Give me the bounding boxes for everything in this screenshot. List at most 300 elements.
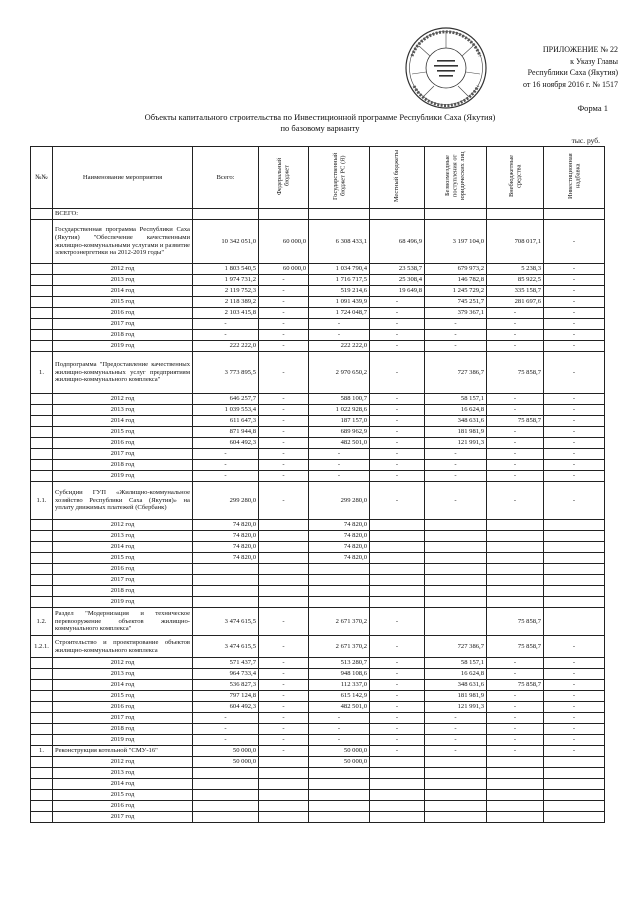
cell-local: - xyxy=(370,471,425,482)
cell-federal: - xyxy=(259,713,309,724)
cell-invest xyxy=(544,209,605,220)
table-row xyxy=(31,790,605,801)
table-row xyxy=(31,669,605,680)
cell-total: - xyxy=(193,724,259,735)
cell-federal xyxy=(259,812,309,823)
cell-invest xyxy=(544,531,605,542)
cell-state xyxy=(309,586,370,597)
cell-code xyxy=(31,553,53,564)
cell-year: 2013 год xyxy=(53,669,193,680)
cell-federal: - xyxy=(259,438,309,449)
cell-invest xyxy=(544,597,605,608)
table-row xyxy=(31,352,605,394)
cell-total: 571 437,7 xyxy=(193,658,259,669)
cell-year: 2017 год xyxy=(53,812,193,823)
cell-total: 604 492,3 xyxy=(193,702,259,713)
cell-code xyxy=(31,264,53,275)
cell-state xyxy=(309,768,370,779)
official-seal-stamp xyxy=(404,26,488,110)
cell-local: - xyxy=(370,482,425,520)
col-extra-header: Внебюджетные средства xyxy=(487,147,544,209)
cell-local: - xyxy=(370,746,425,757)
cell-state xyxy=(309,779,370,790)
cell-state: 6 308 433,1 xyxy=(309,220,370,264)
cell-extra: 5 238,3 xyxy=(487,264,544,275)
cell-state: 74 820,0 xyxy=(309,553,370,564)
cell-year: 2016 год xyxy=(53,438,193,449)
cell-code xyxy=(31,724,53,735)
cell-extra: 281 697,6 xyxy=(487,297,544,308)
table-row xyxy=(31,801,605,812)
cell-year: 2018 год xyxy=(53,586,193,597)
cell-code: 1.2.1. xyxy=(31,636,53,658)
cell-extra xyxy=(487,801,544,812)
cell-code xyxy=(31,597,53,608)
cell-total: 3 474 615,5 xyxy=(193,636,259,658)
cell-state: - xyxy=(309,460,370,471)
cell-state: - xyxy=(309,471,370,482)
cell-invest: - xyxy=(544,416,605,427)
cell-extra: 85 922,5 xyxy=(487,275,544,286)
cell-federal: - xyxy=(259,471,309,482)
cell-extra: - xyxy=(487,702,544,713)
appendix-decree: к Указу Главы xyxy=(570,56,618,66)
cell-state: - xyxy=(309,735,370,746)
cell-invest: - xyxy=(544,735,605,746)
cell-year: 2018 год xyxy=(53,724,193,735)
cell-code xyxy=(31,669,53,680)
cell-federal: - xyxy=(259,297,309,308)
cell-total xyxy=(193,768,259,779)
cell-legal: - xyxy=(425,713,487,724)
cell-local xyxy=(370,209,425,220)
cell-invest xyxy=(544,768,605,779)
cell-legal: - xyxy=(425,460,487,471)
table-row xyxy=(31,779,605,790)
cell-total xyxy=(193,597,259,608)
cell-local: - xyxy=(370,449,425,460)
cell-state: 689 962,9 xyxy=(309,427,370,438)
cell-extra xyxy=(487,586,544,597)
cell-federal: 60 000,0 xyxy=(259,220,309,264)
cell-invest: - xyxy=(544,702,605,713)
cell-invest: - xyxy=(544,352,605,394)
cell-year: 2013 год xyxy=(53,405,193,416)
cell-extra xyxy=(487,531,544,542)
table-row xyxy=(31,564,605,575)
table-row xyxy=(31,757,605,768)
table-row xyxy=(31,209,605,220)
cell-extra: 708 017,1 xyxy=(487,220,544,264)
cell-invest: - xyxy=(544,297,605,308)
cell-local: 19 649,8 xyxy=(370,286,425,297)
cell-local xyxy=(370,779,425,790)
cell-federal xyxy=(259,768,309,779)
cell-federal xyxy=(259,520,309,531)
table-row xyxy=(31,460,605,471)
cell-local: 25 308,4 xyxy=(370,275,425,286)
col-num-header: №№ xyxy=(31,147,53,209)
cell-code: 1.2. xyxy=(31,608,53,636)
cell-total: - xyxy=(193,471,259,482)
cell-total: 2 118 389,2 xyxy=(193,297,259,308)
table-row xyxy=(31,746,605,757)
investment-table xyxy=(30,146,605,823)
cell-extra: 75 858,7 xyxy=(487,416,544,427)
cell-year: 2015 год xyxy=(53,691,193,702)
cell-state: - xyxy=(309,724,370,735)
cell-extra: 75 858,7 xyxy=(487,608,544,636)
cell-local: - xyxy=(370,691,425,702)
cell-code xyxy=(31,220,53,264)
cell-year: 2016 год xyxy=(53,702,193,713)
cell-invest: - xyxy=(544,275,605,286)
cell-state: 299 280,0 xyxy=(309,482,370,520)
cell-local: - xyxy=(370,608,425,636)
cell-total xyxy=(193,812,259,823)
cell-state: - xyxy=(309,449,370,460)
cell-legal: - xyxy=(425,449,487,460)
cell-federal xyxy=(259,553,309,564)
table-row xyxy=(31,658,605,669)
cell-local: - xyxy=(370,330,425,341)
cell-state: 1 034 790,4 xyxy=(309,264,370,275)
table-row xyxy=(31,702,605,713)
cell-total xyxy=(193,564,259,575)
cell-state: 50 000,0 xyxy=(309,757,370,768)
cell-total: 74 820,0 xyxy=(193,553,259,564)
cell-state: 74 820,0 xyxy=(309,531,370,542)
table-row xyxy=(31,713,605,724)
cell-code xyxy=(31,768,53,779)
cell-federal xyxy=(259,790,309,801)
cell-year: 2016 год xyxy=(53,308,193,319)
cell-state: 2 671 370,2 xyxy=(309,608,370,636)
cell-state: 948 108,6 xyxy=(309,669,370,680)
table-row xyxy=(31,724,605,735)
cell-invest: - xyxy=(544,330,605,341)
cell-total xyxy=(193,586,259,597)
cell-extra xyxy=(487,779,544,790)
cell-year: 2014 год xyxy=(53,286,193,297)
cell-legal: 1 245 729,2 xyxy=(425,286,487,297)
cell-local: - xyxy=(370,735,425,746)
cell-invest: - xyxy=(544,264,605,275)
units-label: тыс. руб. xyxy=(571,136,600,145)
cell-year: 2014 год xyxy=(53,542,193,553)
cell-invest xyxy=(544,542,605,553)
cell-legal: 679 973,2 xyxy=(425,264,487,275)
cell-code: 1. xyxy=(31,352,53,394)
cell-local: 68 496,9 xyxy=(370,220,425,264)
cell-legal: 58 157,1 xyxy=(425,658,487,669)
cell-local: - xyxy=(370,308,425,319)
cell-federal: - xyxy=(259,482,309,520)
cell-extra xyxy=(487,209,544,220)
cell-code xyxy=(31,297,53,308)
cell-total xyxy=(193,209,259,220)
cell-invest xyxy=(544,779,605,790)
table-row xyxy=(31,286,605,297)
cell-legal: 745 251,7 xyxy=(425,297,487,308)
cell-invest xyxy=(544,790,605,801)
cell-extra xyxy=(487,575,544,586)
table-row xyxy=(31,542,605,553)
cell-code xyxy=(31,209,53,220)
cell-federal: - xyxy=(259,658,309,669)
cell-federal: - xyxy=(259,308,309,319)
cell-state xyxy=(309,812,370,823)
cell-total: 74 820,0 xyxy=(193,542,259,553)
cell-state xyxy=(309,575,370,586)
cell-invest: - xyxy=(544,460,605,471)
cell-invest: - xyxy=(544,658,605,669)
cell-total: 10 342 051,0 xyxy=(193,220,259,264)
cell-total: 1 039 553,4 xyxy=(193,405,259,416)
cell-total xyxy=(193,779,259,790)
cell-invest: - xyxy=(544,482,605,520)
cell-total: 74 820,0 xyxy=(193,531,259,542)
cell-federal xyxy=(259,575,309,586)
cell-state: 2 671 370,2 xyxy=(309,636,370,658)
cell-extra xyxy=(487,553,544,564)
cell-code xyxy=(31,790,53,801)
cell-total: - xyxy=(193,449,259,460)
cell-total: 797 124,8 xyxy=(193,691,259,702)
cell-invest: - xyxy=(544,405,605,416)
cell-invest: - xyxy=(544,680,605,691)
cell-extra xyxy=(487,757,544,768)
table-row xyxy=(31,680,605,691)
cell-extra: 75 858,7 xyxy=(487,352,544,394)
cell-state: 1 022 928,6 xyxy=(309,405,370,416)
table-row xyxy=(31,735,605,746)
cell-invest xyxy=(544,575,605,586)
cell-state: 513 280,7 xyxy=(309,658,370,669)
cell-local xyxy=(370,531,425,542)
cell-extra: - xyxy=(487,658,544,669)
table-row xyxy=(31,520,605,531)
col-state-header: Государственный бюджет РС (Я) xyxy=(309,147,370,209)
table-row xyxy=(31,608,605,636)
cell-total: 604 492,3 xyxy=(193,438,259,449)
cell-extra: - xyxy=(487,746,544,757)
cell-total: 3 474 615,5 xyxy=(193,608,259,636)
cell-local xyxy=(370,812,425,823)
cell-state: - xyxy=(309,330,370,341)
table-row xyxy=(31,330,605,341)
cell-total: - xyxy=(193,319,259,330)
cell-legal: 727 386,7 xyxy=(425,636,487,658)
cell-code xyxy=(31,308,53,319)
cell-federal xyxy=(259,209,309,220)
cell-code xyxy=(31,757,53,768)
cell-code xyxy=(31,449,53,460)
cell-extra xyxy=(487,597,544,608)
table-row xyxy=(31,597,605,608)
cell-local: - xyxy=(370,460,425,471)
cell-federal: - xyxy=(259,691,309,702)
cell-legal: 181 981,9 xyxy=(425,691,487,702)
cell-extra: 75 858,7 xyxy=(487,636,544,658)
cell-year: 2012 год xyxy=(53,520,193,531)
cell-year: 2014 год xyxy=(53,680,193,691)
cell-year: 2017 год xyxy=(53,449,193,460)
cell-invest: - xyxy=(544,319,605,330)
cell-code xyxy=(31,531,53,542)
cell-legal: 348 631,6 xyxy=(425,680,487,691)
cell-local: - xyxy=(370,319,425,330)
cell-state xyxy=(309,597,370,608)
table-body xyxy=(31,209,605,823)
cell-state: 74 820,0 xyxy=(309,542,370,553)
cell-year: 2015 год xyxy=(53,297,193,308)
cell-extra: - xyxy=(487,713,544,724)
cell-state: 74 820,0 xyxy=(309,520,370,531)
cell-federal: - xyxy=(259,669,309,680)
table-row xyxy=(31,482,605,520)
cell-extra: - xyxy=(487,308,544,319)
appendix-republic: Республики Саха (Якутия) xyxy=(527,68,618,77)
table-row xyxy=(31,308,605,319)
cell-federal: - xyxy=(259,636,309,658)
cell-legal: - xyxy=(425,724,487,735)
cell-extra: - xyxy=(487,319,544,330)
cell-year: 2019 год xyxy=(53,597,193,608)
cell-code xyxy=(31,735,53,746)
cell-legal: 121 991,3 xyxy=(425,702,487,713)
cell-local xyxy=(370,757,425,768)
cell-invest xyxy=(544,553,605,564)
cell-federal xyxy=(259,779,309,790)
cell-total: 50 000,0 xyxy=(193,746,259,757)
cell-federal xyxy=(259,531,309,542)
cell-year: 2019 год xyxy=(53,471,193,482)
appendix-header xyxy=(478,44,618,90)
cell-code xyxy=(31,394,53,405)
cell-year: 2017 год xyxy=(53,319,193,330)
cell-code xyxy=(31,405,53,416)
cell-total xyxy=(193,801,259,812)
cell-extra: - xyxy=(487,394,544,405)
cell-state: 1 091 439,9 xyxy=(309,297,370,308)
cell-legal xyxy=(425,790,487,801)
cell-local: - xyxy=(370,341,425,352)
cell-local xyxy=(370,597,425,608)
col-federal-header: Федеральный бюджет xyxy=(259,147,309,209)
cell-local: - xyxy=(370,702,425,713)
cell-state: 482 501,0 xyxy=(309,438,370,449)
cell-legal: 16 624,8 xyxy=(425,405,487,416)
cell-invest: - xyxy=(544,308,605,319)
col-total-header: Всего: xyxy=(193,147,259,209)
form-label: Форма 1 xyxy=(577,103,608,113)
cell-total: - xyxy=(193,460,259,471)
cell-legal xyxy=(425,812,487,823)
cell-year: 2013 год xyxy=(53,531,193,542)
cell-invest: - xyxy=(544,220,605,264)
cell-legal xyxy=(425,608,487,636)
cell-federal: - xyxy=(259,449,309,460)
cell-extra: - xyxy=(487,691,544,702)
cell-legal: - xyxy=(425,341,487,352)
cell-total: 871 944,8 xyxy=(193,427,259,438)
cell-code xyxy=(31,427,53,438)
cell-total xyxy=(193,790,259,801)
cell-invest xyxy=(544,608,605,636)
cell-federal xyxy=(259,597,309,608)
cell-year: 2013 год xyxy=(53,768,193,779)
cell-year: 2017 год xyxy=(53,713,193,724)
table-row xyxy=(31,768,605,779)
cell-federal xyxy=(259,757,309,768)
cell-federal: - xyxy=(259,275,309,286)
cell-year: 2018 год xyxy=(53,330,193,341)
cell-extra: - xyxy=(487,438,544,449)
cell-code xyxy=(31,330,53,341)
cell-code xyxy=(31,779,53,790)
cell-total: 1 803 540,5 xyxy=(193,264,259,275)
table-row xyxy=(31,405,605,416)
cell-year: 2012 год xyxy=(53,658,193,669)
cell-code xyxy=(31,286,53,297)
cell-invest: - xyxy=(544,636,605,658)
cell-total: 74 820,0 xyxy=(193,520,259,531)
cell-invest xyxy=(544,801,605,812)
table-row xyxy=(31,297,605,308)
cell-name: Строительство и проектирование объектов жилищно-коммунального комплекса xyxy=(53,636,193,658)
table-row xyxy=(31,275,605,286)
cell-extra: - xyxy=(487,341,544,352)
cell-local: - xyxy=(370,713,425,724)
col-invest-header: Инвестиционная надбавка xyxy=(544,147,605,209)
cell-total: 2 103 415,8 xyxy=(193,308,259,319)
cell-year: 2015 год xyxy=(53,427,193,438)
cell-code xyxy=(31,812,53,823)
table-row xyxy=(31,691,605,702)
cell-total: 646 257,7 xyxy=(193,394,259,405)
table-row xyxy=(31,264,605,275)
cell-name: Раздел "Модернизация и техническое перевооружение объектов жилищно-коммунального комплекса" xyxy=(53,608,193,636)
cell-legal: 146 782,8 xyxy=(425,275,487,286)
cell-code xyxy=(31,520,53,531)
cell-name: Субсидии ГУП «Жилищно-коммунальное хозяйство Республики Саха (Якутия)» на уплату движимых платежей (Сбербанк) xyxy=(53,482,193,520)
table-row xyxy=(31,220,605,264)
cell-legal: 16 624,8 xyxy=(425,669,487,680)
table-row xyxy=(31,586,605,597)
cell-legal: - xyxy=(425,330,487,341)
table-row xyxy=(31,812,605,823)
cell-extra xyxy=(487,790,544,801)
cell-invest xyxy=(544,757,605,768)
table-header-row xyxy=(31,147,605,209)
cell-year: 2017 год xyxy=(53,575,193,586)
cell-invest xyxy=(544,564,605,575)
cell-extra: - xyxy=(487,427,544,438)
cell-state xyxy=(309,209,370,220)
cell-legal xyxy=(425,597,487,608)
table-row xyxy=(31,319,605,330)
cell-state: 1 724 048,7 xyxy=(309,308,370,319)
cell-federal: - xyxy=(259,427,309,438)
cell-legal xyxy=(425,520,487,531)
cell-state: 2 970 650,2 xyxy=(309,352,370,394)
table-row xyxy=(31,553,605,564)
cell-federal: - xyxy=(259,460,309,471)
appendix-date: от 16 ноября 2016 г. № 1517 xyxy=(523,79,618,89)
cell-code xyxy=(31,460,53,471)
cell-legal: - xyxy=(425,319,487,330)
